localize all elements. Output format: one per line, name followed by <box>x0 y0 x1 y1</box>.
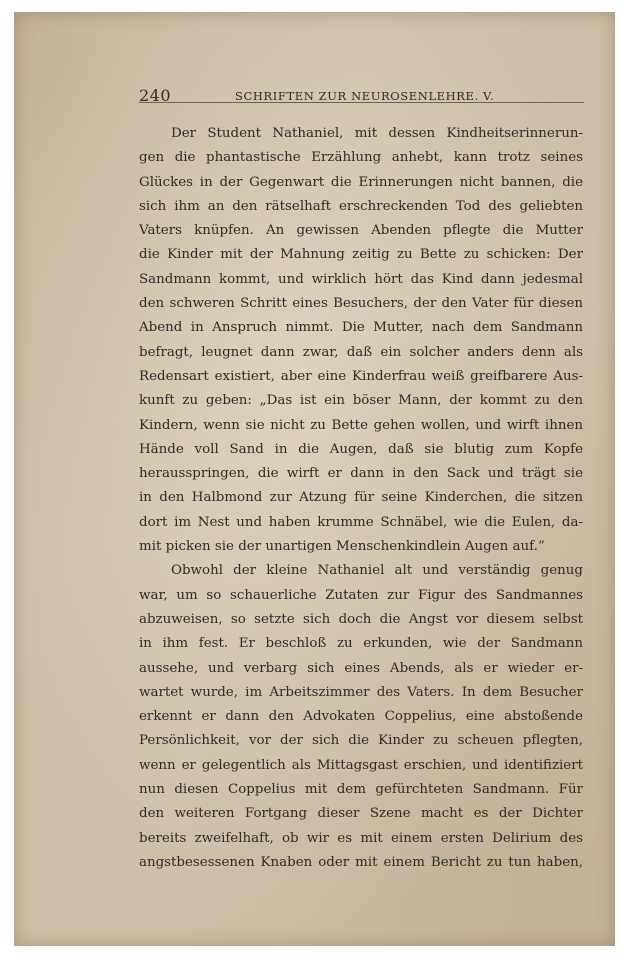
text-line: angstbesessenen Knaben oder mit einem Bericht zu tun haben, <box>139 854 583 870</box>
text-line: dort im Nest und haben krumme Schnäbel, wie die Eulen, da- <box>139 514 583 530</box>
text-line: herausspringen, die wirft er dann in den Sack und trägt sie <box>139 466 583 482</box>
text-line: Kindern, wenn sie nicht zu Bette gehen wollen, und wirft ihnen <box>139 417 583 433</box>
text-line: sich ihm an den rätselhaft erschreckenden Tod des geliebten <box>139 198 583 214</box>
text-line: war, um so schauerliche Zutaten zur Figur des Sandmannes <box>139 587 583 603</box>
text-line: Abend in Anspruch nimmt. Die Mutter, nach dem Sandmann <box>139 320 583 336</box>
text-line: in ihm fest. Er beschloß zu erkunden, wie der Sandmann <box>139 636 583 652</box>
text-line: erkennt er dann den Advokaten Coppelius, eine abstoßende <box>139 709 583 725</box>
text-line: Glückes in der Gegenwart die Erinnerungen nicht bannen, die <box>139 174 583 190</box>
page-header <box>139 86 584 108</box>
running-head: SCHRIFTEN ZUR NEUROSENLEHRE. V. <box>235 89 495 103</box>
text-line: gen die phantastische Erzählung anhebt, kann trotz seines <box>139 150 583 166</box>
text-line: befragt, leugnet dann zwar, daß ein solcher anders denn als <box>139 344 583 360</box>
body-text <box>139 122 583 875</box>
text-line: nun diesen Coppelius mit dem gefürchteten Sandmann. Für <box>139 782 583 798</box>
text-line: wartet wurde, im Arbeitszimmer des Vaters. In dem Besucher <box>139 684 583 700</box>
text-line: kunft zu geben: „Das ist ein böser Mann, der kommt zu den <box>139 393 583 409</box>
text-line: Obwohl der kleine Nathaniel alt und verständig genug <box>171 563 583 579</box>
text-line: Redensart existiert, aber eine Kinderfrau weiß greifbarere Aus- <box>139 368 583 384</box>
text-line: Persönlichkeit, vor der sich die Kinder zu scheuen pflegten, <box>139 733 583 749</box>
text-line: mit picken sie der unartigen Menschenkindlein Augen auf.“ <box>139 539 545 555</box>
text-line: wenn er gelegentlich als Mittagsgast erschien, und identifiziert <box>139 757 583 773</box>
header-rule <box>139 102 584 103</box>
text-line: den schweren Schritt eines Besuchers, der den Vater für diesen <box>139 296 583 312</box>
page-number: 240 <box>139 86 172 105</box>
text-line: aussehe, und verbarg sich eines Abends, als er wieder er- <box>139 660 583 676</box>
text-line: die Kinder mit der Mahnung zeitig zu Bette zu schicken: Der <box>139 247 583 263</box>
text-line: Vaters knüpfen. An gewissen Abenden pflegte die Mutter <box>139 223 583 239</box>
text-line: Hände voll Sand in die Augen, daß sie blutig zum Kopfe <box>139 441 583 457</box>
text-line: Der Student Nathaniel, mit dessen Kindheitserinnerun- <box>171 126 583 141</box>
text-line: abzuweisen, so setzte sich doch die Angst vor diesem selbst <box>139 611 583 627</box>
text-line: bereits zweifelhaft, ob wir es mit einem ersten Delirium des <box>139 830 583 846</box>
text-line: in den Halbmond zur Atzung für seine Kinderchen, die sitzen <box>139 490 583 506</box>
text-line: den weiteren Fortgang dieser Szene macht es der Dichter <box>139 806 583 822</box>
text-line: Sandmann kommt, und wirklich hört das Kind dann jedesmal <box>139 271 583 287</box>
